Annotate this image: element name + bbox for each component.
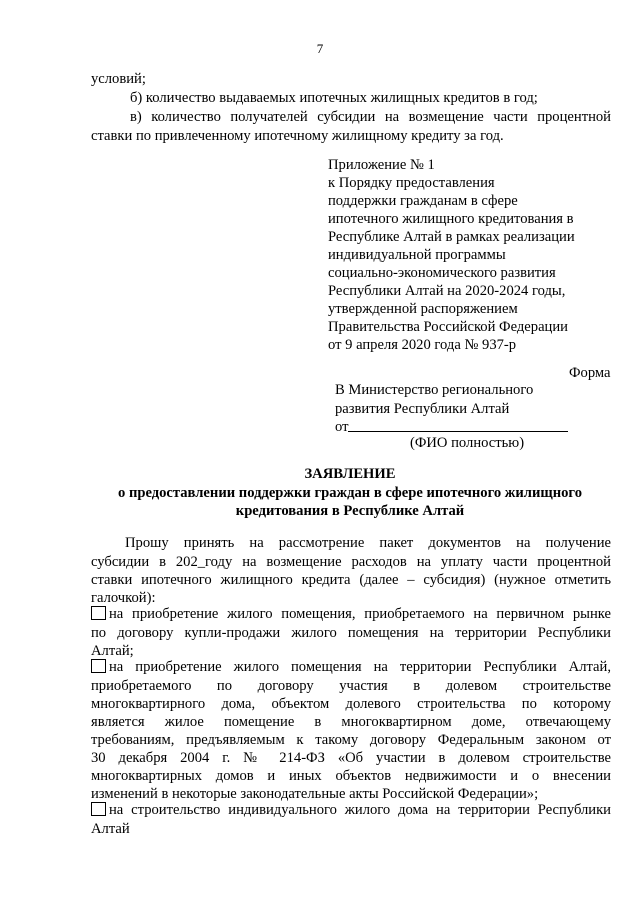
appendix-line: поддержки гражданам в сфере [328, 193, 518, 209]
from-label: от [335, 419, 349, 435]
intro-line-3: в) количество получателей субсидии на возмещение части процентной [130, 109, 611, 125]
option-3-line-2: Алтай [91, 821, 130, 837]
option-individual-house [91, 801, 611, 819]
option-shared-construction [91, 658, 611, 676]
body-line-1: Прошу принять на рассмотрение пакет документов на получение [125, 535, 611, 551]
option-1-line-2: по договору купли-продажи жилого помещения на территории Республики [91, 625, 611, 641]
option-2-line-6: 30 декабря 2004 г. № 214-ФЗ «Об участии в долевом строительстве [91, 750, 611, 766]
statement-subtitle-2: кредитования в Республике Алтай [235, 503, 465, 519]
appendix-line: социально-экономического развития [328, 265, 556, 281]
option-2-line-8: изменений в некоторые законодательные акты Российской Федерации»; [91, 786, 539, 802]
option-2-line-7: многоквартирных домов и иных объектов недвижимости и о внесении [91, 768, 611, 784]
option-2-line-5: требованиям, предъявляемым к такому договору Федеральным законом от [91, 732, 611, 748]
form-label: Форма [569, 365, 611, 381]
addressee-line-1: В Министерство регионального [335, 382, 534, 398]
body-line-4: галочкой): [91, 590, 156, 606]
body-line-3: ставки ипотечного жилищного кредита (далее – субсидия) (нужное отметить [91, 572, 611, 588]
option-1-line-3: Алтай; [91, 643, 134, 659]
appendix-line: от 9 апреля 2020 года № 937-р [328, 337, 517, 353]
addressee-line-2: развития Республики Алтай [335, 401, 510, 417]
intro-line-1: условий; [91, 71, 146, 87]
option-primary-market [91, 605, 611, 623]
option-2-line-4: является жилое помещение в многоквартирном доме, отвечающему [91, 714, 611, 730]
option-2-checkbox[interactable] [91, 659, 106, 673]
option-1-checkbox[interactable] [91, 606, 106, 620]
appendix-line: Правительства Российской Федерации [328, 319, 568, 335]
statement-title: ЗАЯВЛЕНИЕ [304, 466, 396, 482]
appendix-line: к Порядку предоставления [328, 175, 495, 191]
intro-line-2: б) количество выдаваемых ипотечных жилищных кредитов в год; [130, 90, 538, 106]
option-2-line-3: многоквартирного дома, объектом долевого строительства по которому [91, 696, 611, 712]
appendix-line: утвержденной распоряжением [328, 301, 518, 317]
appendix-line: Республики Алтай на 2020-2024 годы, [328, 283, 566, 299]
appendix-line: ипотечного жилищного кредитования в [328, 211, 574, 227]
option-2-line-2: приобретаемого по договору участия в долевом строительстве [91, 678, 611, 694]
fio-caption: (ФИО полностью) [410, 435, 525, 451]
option-2-line-1: на приобретение жилого помещения на территории Республики Алтай, [109, 659, 611, 675]
appendix-line: Республике Алтай в рамках реализации [328, 229, 575, 245]
option-3-line-1: на строительство индивидуального жилого дома на территории Республики [109, 802, 611, 818]
appendix-line: индивидуальной программы [328, 247, 506, 263]
intro-line-4: ставки по привлеченному ипотечному жилищному кредиту за год. [91, 128, 504, 144]
page-number: 7 [316, 41, 324, 56]
appendix-line: Приложение № 1 [328, 157, 435, 173]
statement-subtitle-1: о предоставлении поддержки граждан в сфере ипотечного жилищного [118, 485, 582, 501]
option-1-line-1: на приобретение жилого помещения, приобретаемого на первичном рынке [109, 606, 611, 622]
option-3-checkbox[interactable] [91, 802, 106, 816]
body-line-2: субсидии в 202_году на возмещение расходов на уплату части процентной [91, 554, 611, 570]
fio-underline [348, 418, 568, 432]
